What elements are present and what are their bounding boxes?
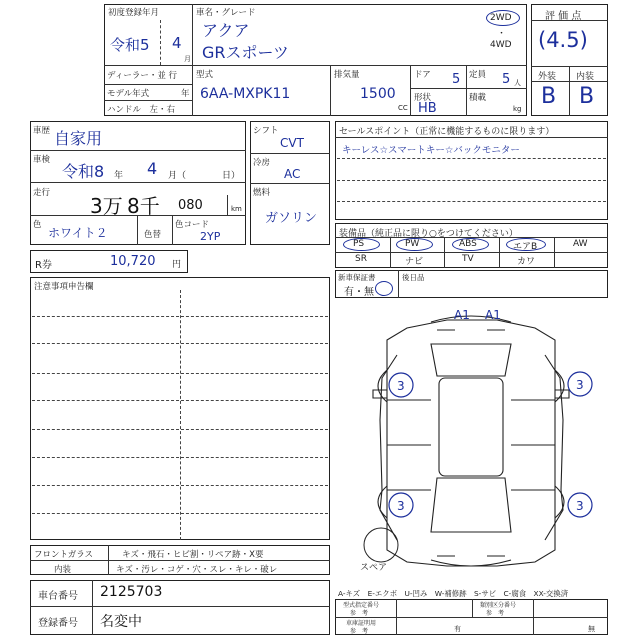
equip-sr: SR: [355, 254, 367, 264]
equip-abs-circle: [452, 238, 489, 251]
shape-value: HB: [418, 101, 437, 116]
recycle-block: [30, 250, 188, 273]
mark-a1-left: A1: [454, 308, 470, 322]
first-reg-era: 令和5: [110, 36, 150, 54]
displacement-label: 排気量: [334, 70, 360, 80]
first-reg-month: 4: [172, 34, 182, 52]
equip-aw: AW: [573, 239, 588, 249]
capacity-unit: 人: [514, 79, 521, 87]
interior-grade: B: [579, 84, 595, 109]
color-code-label: 色コード: [175, 220, 210, 230]
stamp-model-label: 型式指定番号: [343, 602, 380, 609]
dealer-label: ディーラー・並 行: [107, 71, 178, 81]
inspection-month: 4: [147, 159, 158, 178]
stamp-class-label: 類別区分番号: [480, 602, 517, 609]
equip-navi: ナビ: [405, 257, 424, 267]
equip-leather: カワ: [517, 257, 536, 267]
score-label: 評 価 点: [545, 11, 582, 22]
first-reg-month-unit: 月: [184, 55, 191, 63]
chassis-label: 車台番号: [38, 591, 78, 602]
fuel-value: ガソリン: [265, 211, 318, 226]
fuel-label: 燃料: [253, 188, 271, 198]
warranty-circle: [375, 281, 393, 296]
equip-tv: TV: [462, 254, 474, 264]
color-change-label: 色替: [144, 230, 162, 240]
shift-value: CVT: [280, 136, 304, 150]
capacity-value: 5: [502, 72, 511, 87]
ac-value: AC: [284, 167, 301, 181]
color-value: ホワイト２: [48, 226, 108, 240]
capacity-label: 定員: [469, 70, 487, 80]
load-kg: kg: [513, 105, 522, 113]
sales-points-title: セールスポイント（正常に機能するものに限ります）: [339, 127, 555, 137]
chassis-value: 2125703: [100, 584, 163, 600]
stamp-cert-label: 車庫証明用: [346, 620, 377, 627]
spare-label: スペア: [360, 563, 388, 573]
mark-wheel-fl: 3: [397, 379, 405, 393]
legend: A-キズ E-エクボ U-凹み W-補修跡 S-サビ C-腐食 XX-交換済: [338, 589, 569, 598]
door-value: 5: [452, 72, 461, 87]
drive-2wd: 2WD: [490, 13, 512, 23]
mark-wheel-fr: 3: [576, 378, 584, 392]
inspection-day-unit: 日）: [222, 171, 241, 181]
stamp-yes: 有: [454, 625, 461, 633]
interior-label: 内装: [576, 72, 595, 82]
car-grade: GRスポーツ: [202, 43, 289, 62]
usage-value: 自家用: [54, 129, 103, 148]
mileage-rest: 080: [178, 198, 203, 213]
mark-a1-right: A1: [485, 308, 501, 322]
equip-pw-circle: [396, 238, 433, 251]
shift-label: シフト: [253, 126, 279, 136]
usage-label: 車歴: [33, 126, 51, 136]
recycle-label: R券: [35, 260, 52, 271]
recycle-amount: 10,720: [110, 254, 156, 269]
mark-wheel-rr: 3: [576, 499, 584, 513]
inspection-year-unit: 年: [114, 171, 124, 181]
door-label: ドア: [414, 70, 431, 80]
drive-dot: ・: [497, 29, 507, 39]
first-reg-label: 初度登録年月: [108, 8, 160, 18]
equip-airbag: エアB: [513, 242, 538, 252]
reg-label: 登録番号: [38, 618, 78, 629]
exterior-grade: B: [541, 84, 557, 109]
windshield-options: キズ・飛石・ヒビ割・リペア跡・X要: [122, 550, 264, 560]
drive-4wd: 4WD: [490, 40, 512, 50]
mileage-sen: 8千: [127, 194, 160, 218]
model-year-unit: 年: [181, 89, 190, 99]
reg-value: 名変中: [100, 614, 142, 630]
stamp-cert-ref: 参 考: [350, 628, 369, 635]
equip-abs: ABS: [459, 239, 477, 249]
car-name-label: 車名・グレード: [196, 8, 256, 18]
windshield-label: フロントガラス: [34, 550, 93, 560]
sales-points-line1: キーレス☆スマートキー☆バックモニター: [342, 145, 520, 156]
displacement-value: 1500: [360, 86, 396, 102]
load-label: 積載: [469, 93, 487, 103]
equip-ps-circle: [343, 238, 380, 251]
equip-pw: PW: [405, 239, 420, 249]
warranty-value: 有・無: [344, 287, 374, 298]
later-items-label: 後日品: [402, 273, 425, 282]
stamp-model-ref: 参 考: [350, 610, 369, 617]
mark-wheel-rl: 3: [397, 499, 405, 513]
equip-ps: PS: [353, 239, 365, 249]
inspection-label: 車検: [33, 155, 51, 165]
mileage-km: km: [231, 205, 242, 213]
displacement-cc: CC: [398, 104, 408, 112]
spare-tire: [364, 528, 398, 562]
shape-label: 形状: [414, 93, 432, 103]
car-name: アクア: [202, 21, 250, 40]
equipment-title: 装備品（純正品に限り○をつけてください）: [339, 229, 518, 239]
interior-options: キズ・汚レ・コゲ・穴・スレ・キレ・破レ: [116, 565, 278, 575]
recycle-unit: 円: [172, 260, 182, 270]
car-diagram: [335, 300, 608, 582]
model-code: 6AA-MXPK11: [200, 86, 291, 102]
inspection-month-unit: 月（: [168, 171, 187, 181]
mileage-man: 3万: [90, 194, 123, 218]
drive-2wd-circle: [486, 10, 520, 26]
interior-label: 内装: [54, 565, 72, 575]
exterior-label: 外装: [538, 72, 557, 82]
ac-label: 冷房: [253, 158, 271, 168]
score-value: (4.5): [538, 28, 588, 52]
color-code-value: 2YP: [200, 230, 221, 243]
model-label: 型式: [196, 70, 214, 80]
inspection-era: 令和8: [62, 162, 105, 181]
mileage-label: 走行: [33, 188, 51, 198]
stamp-class-ref: 参 考: [486, 610, 505, 617]
equip-airbag-circle: [506, 238, 546, 251]
notes-title: 注意事項申告欄: [34, 282, 94, 292]
warranty-label: 新車保証書: [338, 273, 376, 282]
model-year-label: モデル年式: [107, 89, 150, 99]
stamp-no: 無: [588, 625, 595, 633]
color-label: 色: [33, 220, 42, 230]
handle-label: ハンドル 左・右: [107, 105, 176, 115]
